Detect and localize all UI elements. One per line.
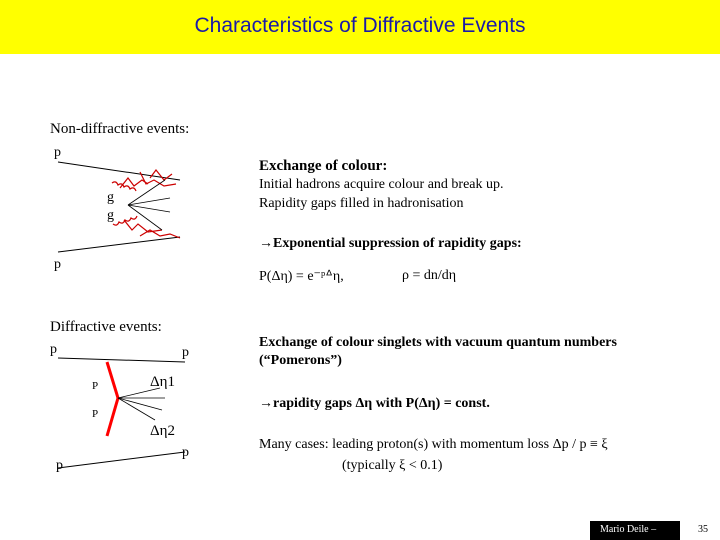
diff-central-tracks bbox=[118, 388, 165, 420]
label-p-bl: p bbox=[56, 458, 63, 473]
cases-line2: (typically ξ < 0.1) bbox=[342, 458, 443, 473]
diff-heading: Diffractive events: bbox=[50, 319, 162, 335]
delta-eta-1: Δη1 bbox=[150, 374, 175, 390]
singlets-line1: Exchange of colour singlets with vacuum quantum numbers bbox=[259, 335, 617, 350]
colour-line2: Rapidity gaps filled in hadronisation bbox=[259, 196, 464, 211]
label-p-tl: p bbox=[50, 342, 57, 357]
footer-author: Mario Deile – bbox=[600, 524, 657, 535]
label-P1: P bbox=[92, 380, 99, 392]
label-p-br: p bbox=[182, 445, 189, 460]
label-p-tr: p bbox=[182, 345, 189, 360]
outgoing-tracks bbox=[128, 180, 170, 230]
suppression-text: →Exponential suppression of rapidity gaps: bbox=[259, 236, 522, 251]
page-number: 35 bbox=[698, 524, 708, 535]
diff-proton-top bbox=[58, 358, 185, 362]
label-g2: g bbox=[107, 208, 114, 223]
colour-title: Exchange of colour: bbox=[259, 158, 388, 174]
rho-formula: ρ = dn/dη bbox=[402, 268, 457, 283]
pomeron-lines bbox=[107, 362, 118, 436]
rapidity-gaps-text: →rapidity gaps Δη with P(Δη) = const. bbox=[259, 396, 490, 411]
delta-eta-2: Δη2 bbox=[150, 423, 175, 439]
nondiff-heading: Non-diffractive events: bbox=[50, 121, 190, 137]
singlets-line2: (“Pomerons”) bbox=[259, 353, 342, 368]
diff-proton-bottom bbox=[58, 452, 185, 468]
formula: P(Δη) = e⁻ᵖᐞη, bbox=[259, 269, 344, 284]
colour-line1: Initial hadrons acquire colour and break up. bbox=[259, 177, 504, 192]
label-g1: g bbox=[107, 190, 114, 205]
proton-line-bottom bbox=[58, 237, 180, 252]
label-P2: P bbox=[92, 408, 99, 420]
label-p-top: p bbox=[54, 145, 61, 160]
slide-title: Characteristics of Diffractive Events bbox=[194, 14, 526, 37]
label-p-bottom: p bbox=[54, 257, 61, 272]
cases-line1: Many cases: leading proton(s) with momentum loss Δp / p ≡ ξ bbox=[259, 437, 608, 452]
